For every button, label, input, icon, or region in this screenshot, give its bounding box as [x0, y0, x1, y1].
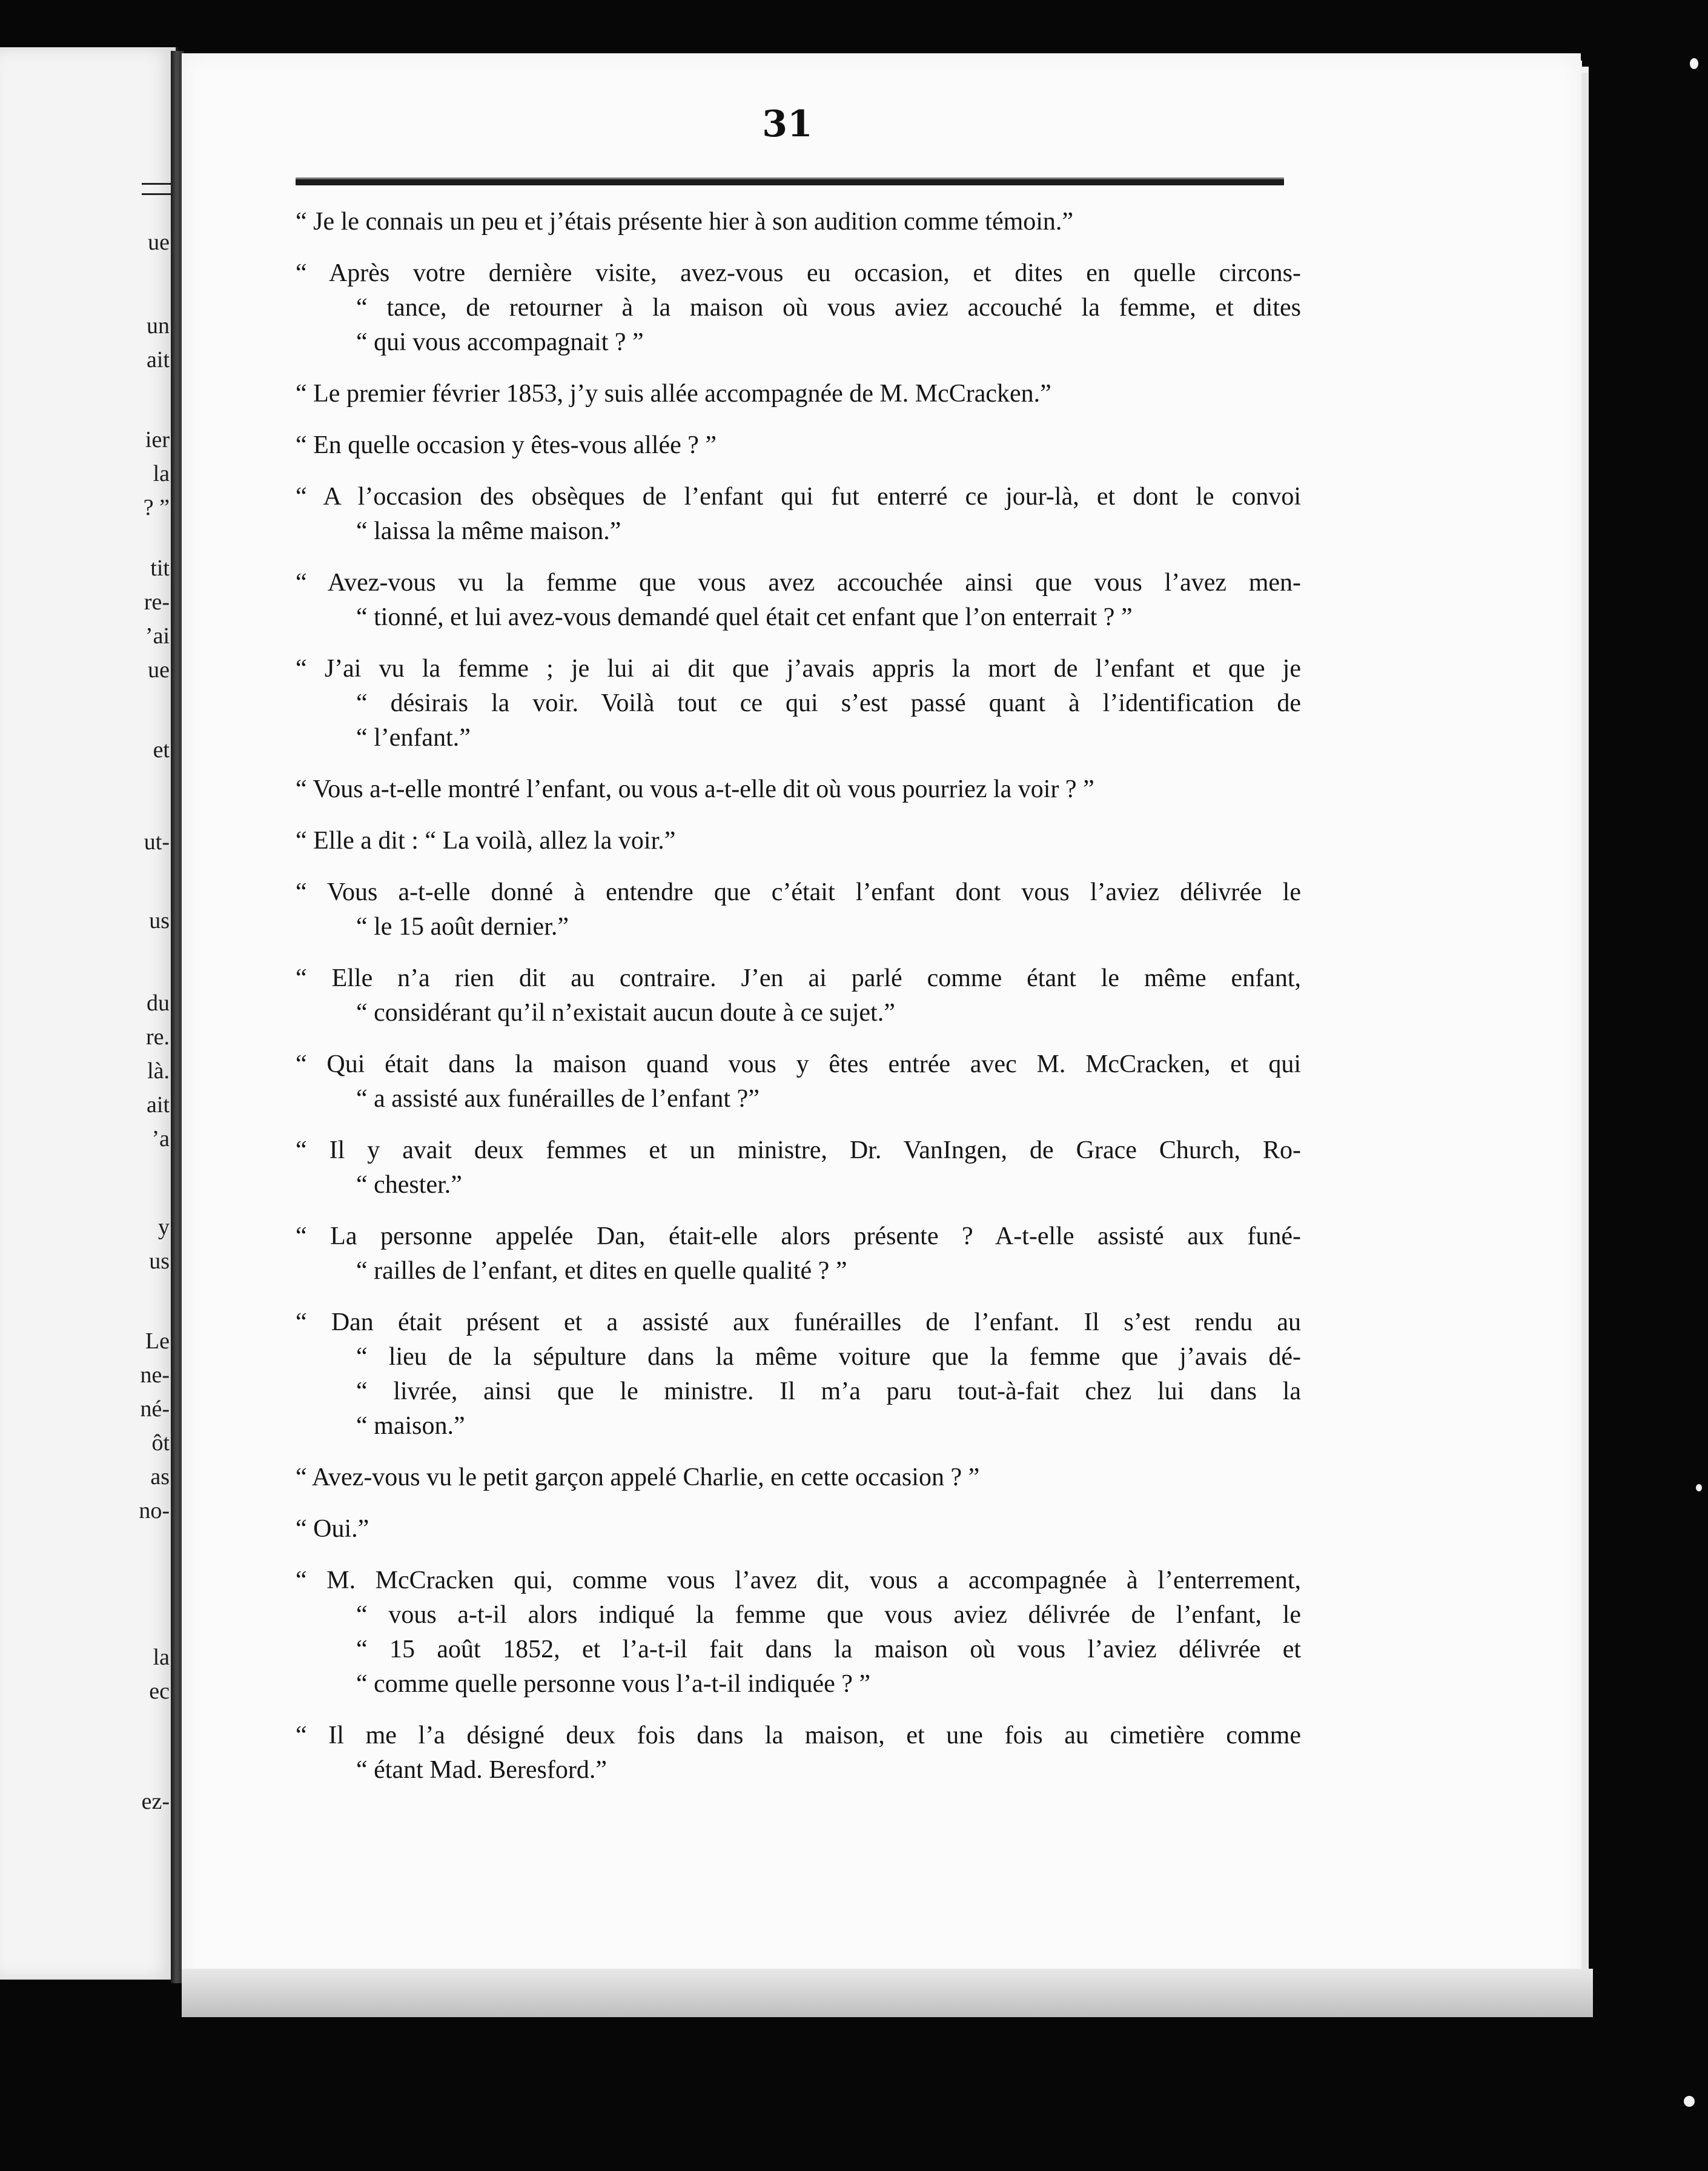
left-page-fragment: ait — [147, 1092, 170, 1118]
left-page-fragment: re. — [145, 1024, 170, 1050]
text-line: “ Avez-vous vu le petit garçon appelé Charlie, en cette occasion ? ” — [296, 1463, 980, 1491]
left-page-fragment: ôt — [151, 1430, 170, 1456]
text-line: “ Vous a-t-elle montré l’enfant, ou vous a-t-elle dit où vous pourriez la voir ? ” — [296, 775, 1094, 803]
text-line: “ laissa la même maison.” — [356, 517, 621, 545]
paragraph — [296, 256, 1301, 360]
edge-speck — [1684, 2096, 1695, 2107]
text-line: “ Le premier février 1853, j’y suis allée accompagnée de M. McCracken.” — [296, 380, 1051, 408]
text-line: “ En quelle occasion y êtes-vous allée ? ” — [296, 431, 717, 459]
left-page-fragment: la — [153, 461, 170, 486]
header-rule — [296, 179, 1284, 185]
left-page-fragment: re- — [144, 589, 170, 615]
text-line: “ Oui.” — [296, 1515, 369, 1543]
page-number: 31 — [762, 103, 813, 145]
left-page-fragment: y — [158, 1215, 170, 1240]
edge-speck — [1696, 1484, 1702, 1491]
paragraph — [296, 652, 1301, 755]
paragraph — [296, 772, 1301, 807]
text-line: “ Elle n’a rien dit au contraire. J’en ai parlé comme étant le même enfant, — [296, 964, 1301, 992]
left-page-fragment: ’a — [151, 1126, 170, 1152]
left-page-fragment: du — [147, 990, 170, 1016]
text-line: “ Elle a dit : “ La voilà, allez la voir.” — [296, 827, 676, 855]
left-page-fragment: né- — [140, 1396, 170, 1422]
left-page-fragment: ’ai — [145, 623, 170, 649]
left-page-fragment: un — [147, 313, 170, 339]
text-line: “ livrée, ainsi que le ministre. Il m’a paru tout-à-fait chez lui dans la — [356, 1377, 1301, 1405]
text-line: “ Avez-vous vu la femme que vous avez accouchée ainsi que vous l’avez men- — [296, 569, 1301, 597]
left-page-fragment: no- — [139, 1498, 170, 1523]
text-line: “ La personne appelée Dan, était-elle alors présente ? A-t-elle assisté aux funé- — [296, 1222, 1301, 1250]
text-line: “ considérant qu’il n’existait aucun doute à ce sujet.” — [356, 999, 895, 1027]
paragraph — [296, 1219, 1301, 1288]
left-page-fragment: ue — [148, 230, 170, 255]
text-line: “ tionné, et lui avez-vous demandé quel était cet enfant que l’on enterrait ? ” — [356, 603, 1133, 631]
page-bottom-edge — [182, 1969, 1593, 2017]
left-page-fragment: ne- — [140, 1362, 170, 1388]
edge-speck — [1690, 58, 1698, 69]
text-line: “ tance, de retourner à la maison où vous aviez accouché la femme, et dites — [356, 294, 1301, 322]
paragraph — [296, 1719, 1301, 1788]
text-line: “ Il y avait deux femmes et un ministre, Dr. VanIngen, de Grace Church, Ro- — [296, 1136, 1301, 1164]
left-page-fragment: ec — [149, 1679, 170, 1704]
left-page-fragment: us — [149, 1248, 170, 1274]
text-line: “ J’ai vu la femme ; je lui ai dit que j’avais appris la mort de l’enfant et que je — [296, 655, 1301, 683]
text-line: “ étant Mad. Beresford.” — [356, 1756, 607, 1784]
paragraph — [296, 1305, 1301, 1443]
paragraph — [296, 480, 1301, 549]
left-page-fragment: là. — [147, 1058, 170, 1084]
left-page-fragment: ? ” — [143, 495, 170, 520]
paragraph — [296, 205, 1301, 239]
text-line: “ 15 août 1852, et l’a-t-il fait dans la maison où vous l’aviez délivrée et — [356, 1636, 1301, 1663]
left-page-fragment: Le — [145, 1328, 170, 1354]
paragraph — [296, 428, 1301, 463]
left-page-fragment: ier — [145, 427, 170, 452]
paragraph — [296, 566, 1301, 635]
text-line: “ maison.” — [356, 1412, 465, 1440]
text-line: “ chester.” — [356, 1171, 462, 1199]
text-line: “ Qui était dans la maison quand vous y êtes entrée avec M. McCracken, et qui — [296, 1050, 1301, 1078]
left-page-fragment: ue — [148, 657, 170, 683]
text-line: “ le 15 août dernier.” — [356, 913, 569, 941]
left-page-fragment: tit — [150, 555, 170, 581]
text-line: “ Vous a-t-elle donné à entendre que c’était l’enfant dont vous l’aviez délivrée le — [296, 878, 1301, 906]
paragraph — [296, 1563, 1301, 1702]
left-page-fragment: us — [149, 908, 170, 933]
text-line: “ Après votre dernière visite, avez-vous eu occasion, et dites en quelle circons- — [296, 259, 1301, 287]
text-body — [296, 205, 1301, 1805]
left-page-fragment: la — [153, 1645, 170, 1670]
text-line: “ désirais la voir. Voilà tout ce qui s’est passé quant à l’identification de — [356, 689, 1301, 717]
paragraph — [296, 1512, 1301, 1546]
paragraph — [296, 1133, 1301, 1202]
text-line: “ a assisté aux funérailles de l’enfant ?” — [356, 1085, 760, 1113]
text-line: “ qui vous accompagnait ? ” — [356, 328, 644, 356]
text-line: “ A l’occasion des obsèques de l’enfant qui fut enterré ce jour-là, et dont le convoi — [296, 483, 1301, 511]
text-line: “ vous a-t-il alors indiqué la femme que vous aviez délivrée de l’enfant, le — [356, 1601, 1301, 1629]
left-page-fragment: ut- — [144, 829, 170, 855]
text-line: “ comme quelle personne vous l’a-t-il indiquée ? ” — [356, 1670, 871, 1698]
left-page-fragment: et — [153, 737, 170, 763]
text-line: “ railles de l’enfant, et dites en quelle qualité ? ” — [356, 1257, 847, 1285]
paragraph — [296, 1460, 1301, 1495]
paragraph — [296, 824, 1301, 858]
text-line: “ M. McCracken qui, comme vous l’avez dit, vous a accompagnée à l’enterrement, — [296, 1566, 1301, 1594]
left-page-fragment: ait — [147, 347, 170, 373]
paragraph — [296, 377, 1301, 411]
left-page-fragment: ez- — [141, 1789, 170, 1814]
text-line: “ Il me l’a désigné deux fois dans la maison, et une fois au cimetière comme — [296, 1722, 1301, 1749]
paragraph — [296, 1047, 1301, 1116]
text-line: “ lieu de la sépulture dans la même voiture que la femme que j’avais dé- — [356, 1343, 1301, 1371]
left-page-fragment: as — [150, 1464, 170, 1490]
paragraph — [296, 875, 1301, 944]
paragraph — [296, 961, 1301, 1030]
left-facing-page — [0, 47, 178, 1980]
text-line: “ l’enfant.” — [356, 724, 471, 752]
text-line: “ Je le connais un peu et j’étais présente hier à son audition comme témoin.” — [296, 208, 1074, 236]
left-page-rule — [142, 183, 172, 195]
text-line: “ Dan était présent et a assisté aux funérailles de l’enfant. Il s’est rendu au — [296, 1308, 1301, 1336]
